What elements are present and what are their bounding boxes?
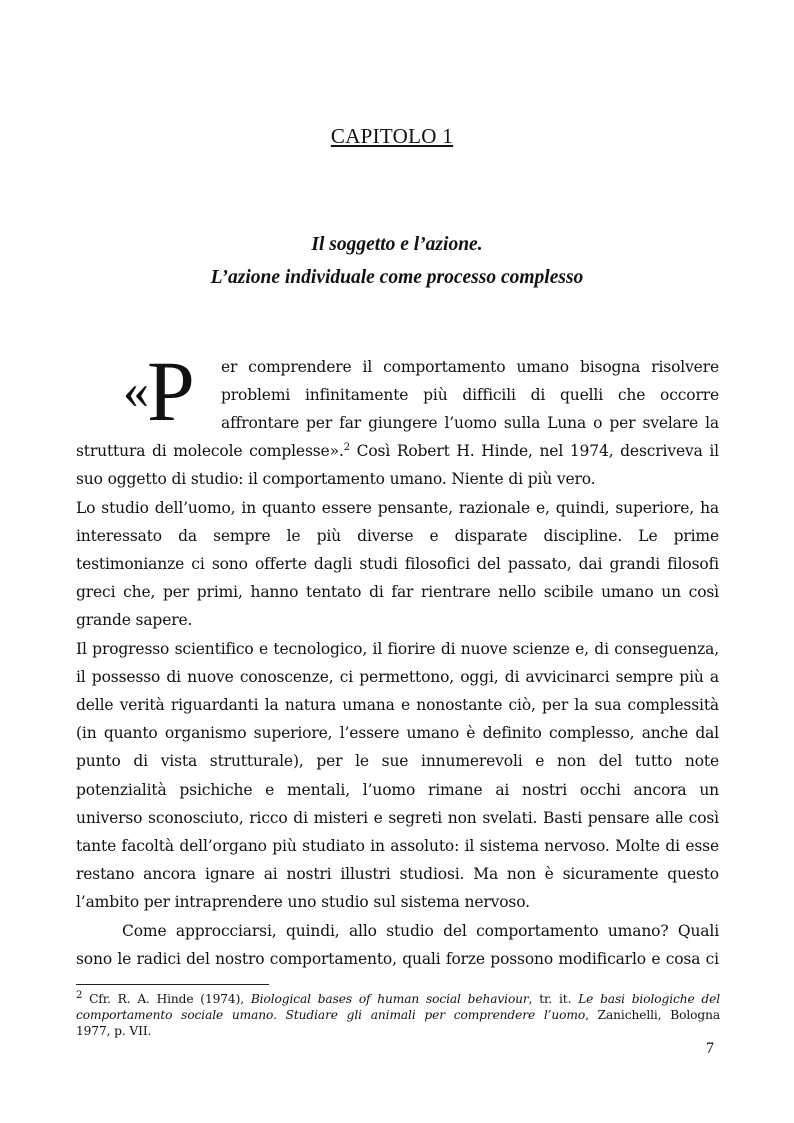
body-line: affrontare per far giungere l’uomo sulla Luna o per svelare la — [221, 414, 719, 432]
body-line-part: struttura di molecole complesse». — [76, 442, 344, 460]
body-line: grande sapere. — [76, 611, 193, 629]
page-number: 7 — [706, 1040, 714, 1057]
drop-cap — [123, 343, 195, 439]
body-line: suo oggetto di studio: il comportamento umano. Niente di più vero. — [76, 470, 596, 488]
body-line: il possesso di nuove conoscenze, ci permettono, oggi, di avvicinarci sempre più a — [76, 668, 719, 686]
body-line: universo sconosciuto, ricco di misteri e segreti non svelati. Basti pensare alle così — [76, 809, 719, 827]
body-line: delle verità riguardanti la natura umana e nonostante ciò, per la sua complessità — [76, 696, 719, 714]
footnote-text: , tr. it. — [528, 992, 579, 1006]
section-title-line-2: L’azione individuale come processo complesso — [210, 267, 584, 288]
footnote-line-3: 1977, p. VII. — [76, 1024, 152, 1038]
body-line: potenzialità psichiche e mentali, l’uomo rimane ai nostri occhi ancora un — [76, 781, 719, 799]
body-line: Come approcciarsi, quindi, allo studio del comportamento umano? Quali — [122, 922, 719, 940]
footnote-line-2 — [76, 1007, 720, 1023]
body-line: punto di vista strutturale), per le sue innumerevoli e non del tutto note — [76, 752, 719, 770]
body-line: sono le radici del nostro comportamento, quali forze possono modificarlo e cosa ci — [76, 950, 719, 968]
drop-cap-quote: « — [123, 363, 149, 420]
footnote-book-title: Biological bases of human social behaviour — [250, 992, 529, 1006]
footnote-separator — [76, 984, 269, 985]
body-line: restano ancora ignare ai nostri illustri studiosi. Ma non è sicuramente questo — [76, 865, 719, 883]
body-line: interessato da sempre le più diverse e disparate discipline. Le prime — [76, 527, 719, 545]
footnote-book-title: comportamento sociale umano. Studiare gli animali per comprendere l’uomo — [76, 1008, 586, 1022]
footnote-line-1 — [76, 991, 720, 1007]
body-line: l’ambito per intraprendere uno studio sul sistema nervoso. — [76, 893, 530, 911]
body-line-part: Così Robert H. Hinde, nel 1974, descriveva il — [356, 442, 719, 460]
body-line: greci che, per primi, hanno tentato di far rientrare nello scibile umano un così — [76, 583, 719, 601]
footnote-book-title: Le basi biologiche del — [578, 992, 720, 1006]
body-line: tante facoltà dell’organo più studiato in assoluto: il sistema nervoso. Molte di esse — [76, 837, 719, 855]
footnote-text: , Zanichelli, Bologna — [585, 1008, 720, 1022]
footnote-ref: 2 — [343, 441, 350, 453]
body-line: Lo studio dell’uomo, in quanto essere pensante, razionale e, quindi, superiore, ha — [76, 499, 719, 517]
section-title-line-1: Il soggetto e l’azione. — [311, 234, 483, 255]
body-line: problemi infinitamente più difficili di quelli che occorre — [221, 386, 719, 404]
footnote-mark: 2 — [76, 989, 83, 1001]
drop-cap-letter: P — [147, 343, 195, 439]
body-line: Il progresso scientifico e tecnologico, il fiorire di nuove scienze e, di conseguenza, — [76, 640, 719, 658]
chapter-heading: CAPITOLO 1 — [330, 124, 454, 148]
body-line — [76, 437, 719, 465]
body-line: er comprendere il comportamento umano bisogna risolvere — [221, 358, 719, 376]
body-line: (in quanto organismo superiore, l’essere umano è definito complesso, anche dal — [76, 724, 719, 742]
body-line: testimonianze ci sono offerte dagli studi filosofici del passato, dai grandi filosofi — [76, 555, 719, 573]
footnote-text: Cfr. R. A. Hinde (1974), — [82, 992, 251, 1006]
